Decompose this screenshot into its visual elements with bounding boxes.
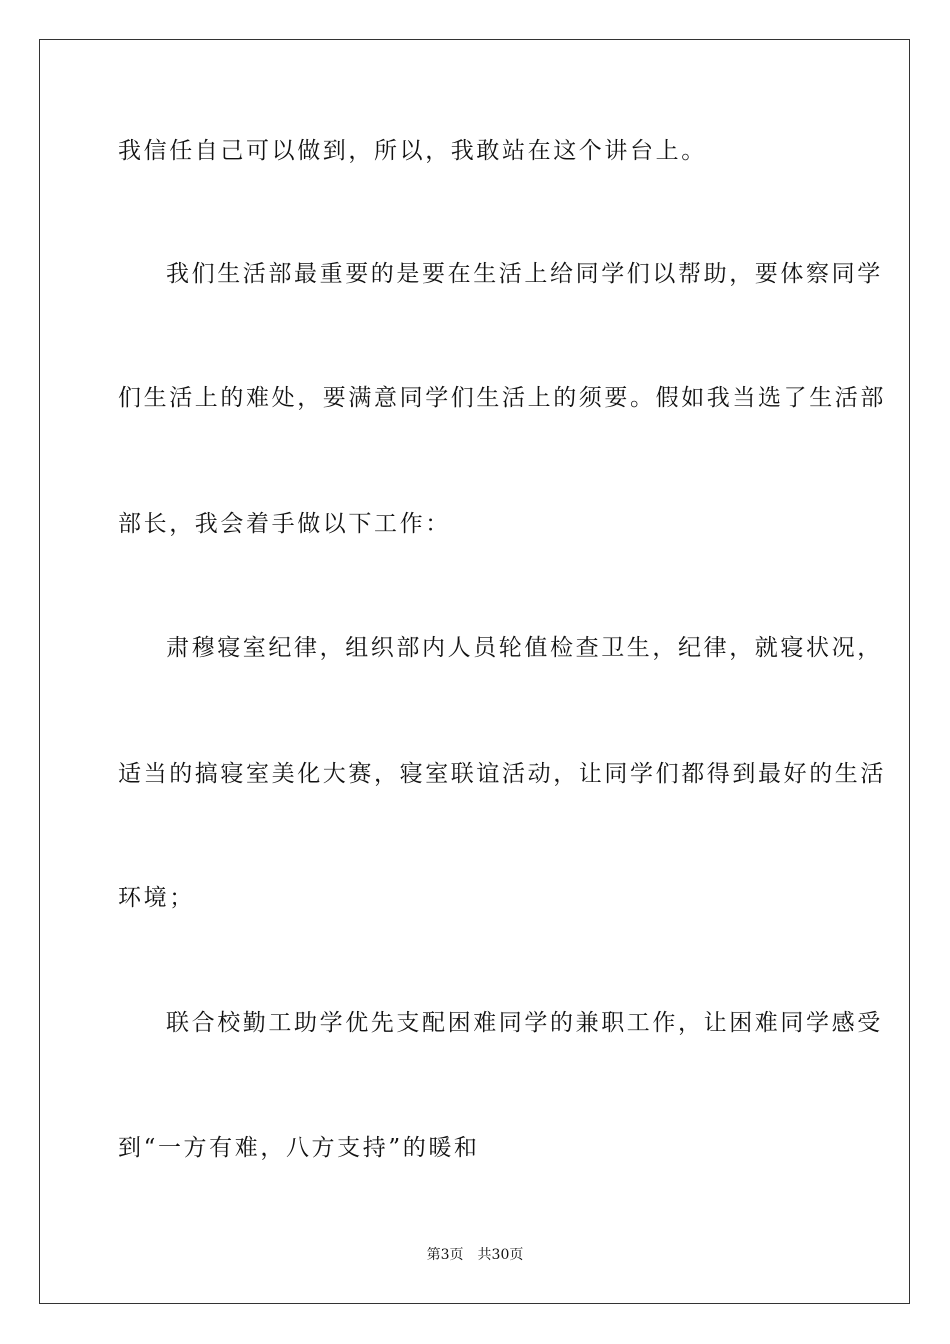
text-line: 我信任自己可以做到，所以，我敢站在这个讲台上。 — [118, 138, 707, 164]
page-total: 共30页 — [477, 1247, 524, 1263]
page-footer — [0, 1245, 950, 1265]
text-line: 适当的搞寝室美化大赛，寝室联谊活动，让同学们都得到最好的生活 — [118, 761, 886, 787]
paragraph-start-line: 我们生活部最重要的是要在生活上给同学们以帮助，要体察同学 — [166, 261, 883, 287]
text-line: 部长，我会着手做以下工作： — [118, 511, 451, 537]
paragraph-start-line: 肃穆寝室纪律，组织部内人员轮值检查卫生，纪律，就寝状况， — [166, 635, 883, 661]
text-line: 到“一方有难，八方支持”的暖和 — [118, 1135, 480, 1161]
page-border — [39, 39, 910, 1304]
page-number: 第3页 — [426, 1247, 464, 1263]
text-line: 们生活上的难处，要满意同学们生活上的须要。假如我当选了生活部 — [118, 385, 886, 411]
paragraph-start-line: 联合校勤工助学优先支配困难同学的兼职工作，让困难同学感受 — [166, 1010, 883, 1036]
text-line: 环境； — [118, 885, 195, 911]
